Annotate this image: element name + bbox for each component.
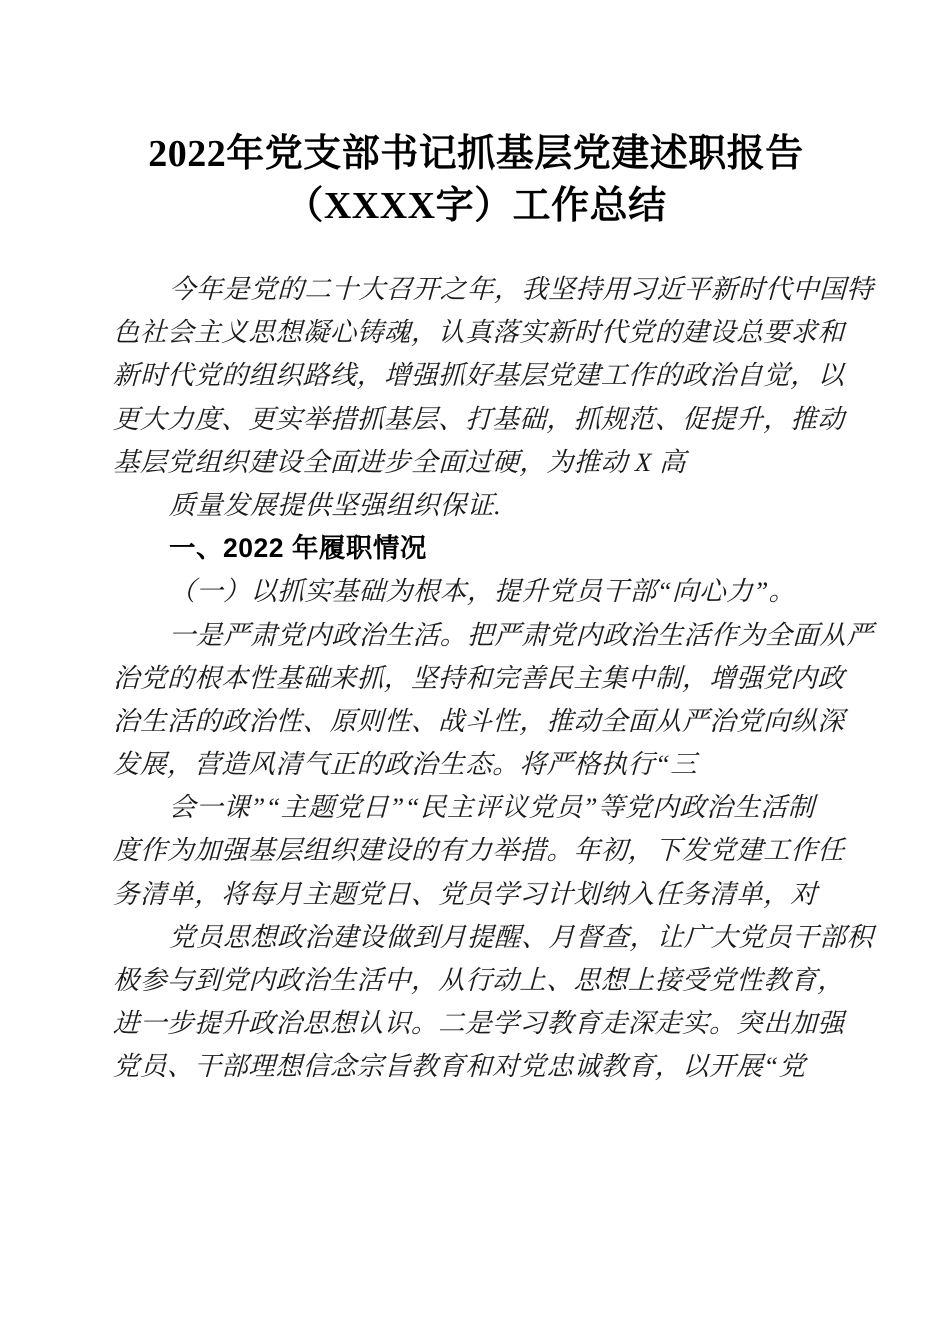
document-body [112,268,875,1089]
body-text-line: 一是严肃党内政治生活。把严肃党内政治生活作为全面从严 [168,619,875,650]
body-text-line: 会一课”“主题党日”“民主评议党员”等党内政治生活制 [168,792,816,823]
body-text-line: 治党的根本性基础来抓，坚持和完善民主集中制，增强党内政 [112,662,846,693]
body-text-line: 极参与到党内政治生活中，从行动上、思想上接受党性教育， [112,965,846,995]
body-text-line: 党员思想政治建设做到月提醒、月督查，让广大党员干部积 [168,921,875,952]
body-text-line: 治生活的政治性、原则性、战斗性，推动全面从严治党向纵深 [112,705,846,736]
body-text-line: 党员、干部理想信念宗旨教育和对党忠诚教育，以开展“党 [112,1051,807,1082]
body-text-line: 质量发展提供坚强组织保证. [168,489,502,520]
body-text-line: 更大力度、更实举措抓基层、打基础，抓规范、促提升，推动 [112,403,846,434]
body-text-line: 发展，营造风清气正的政治生态。将严格执行“三 [112,749,698,780]
body-text-line: 度作为加强基层组织建设的有力举措。年初，下发党建工作任 [112,835,846,866]
body-text-line: 基层党组织建设全面进步全面过硬，为推动 X 高 [112,446,687,477]
page-title [113,128,839,232]
body-text-line: （一）以抓实基础为根本，提升党员干部“向心力”。 [168,576,797,607]
body-text-line: 色社会主义思想凝心铸魂，认真落实新时代党的建设总要求和 [112,317,846,348]
page-title-line-2: （XXXX字）工作总结 [285,185,667,227]
body-text-line: 新时代党的组织路线，增强抓好基层党建工作的政治自觉，以 [112,360,846,391]
section-heading: 一、2022 年履职情况 [169,533,427,564]
body-text-line: 务清单，将每月主题党日、党员学习计划纳入任务清单，对 [112,878,819,909]
body-text-line: 进一步提升政治思想认识。二是学习教育走深走实。突出加强 [112,1008,846,1039]
body-text-line: 今年是党的二十大召开之年，我坚持用习近平新时代中国特 [168,274,875,304]
page-title-line-1: 2022年党支部书记抓基层党建述职报告 [148,133,804,175]
